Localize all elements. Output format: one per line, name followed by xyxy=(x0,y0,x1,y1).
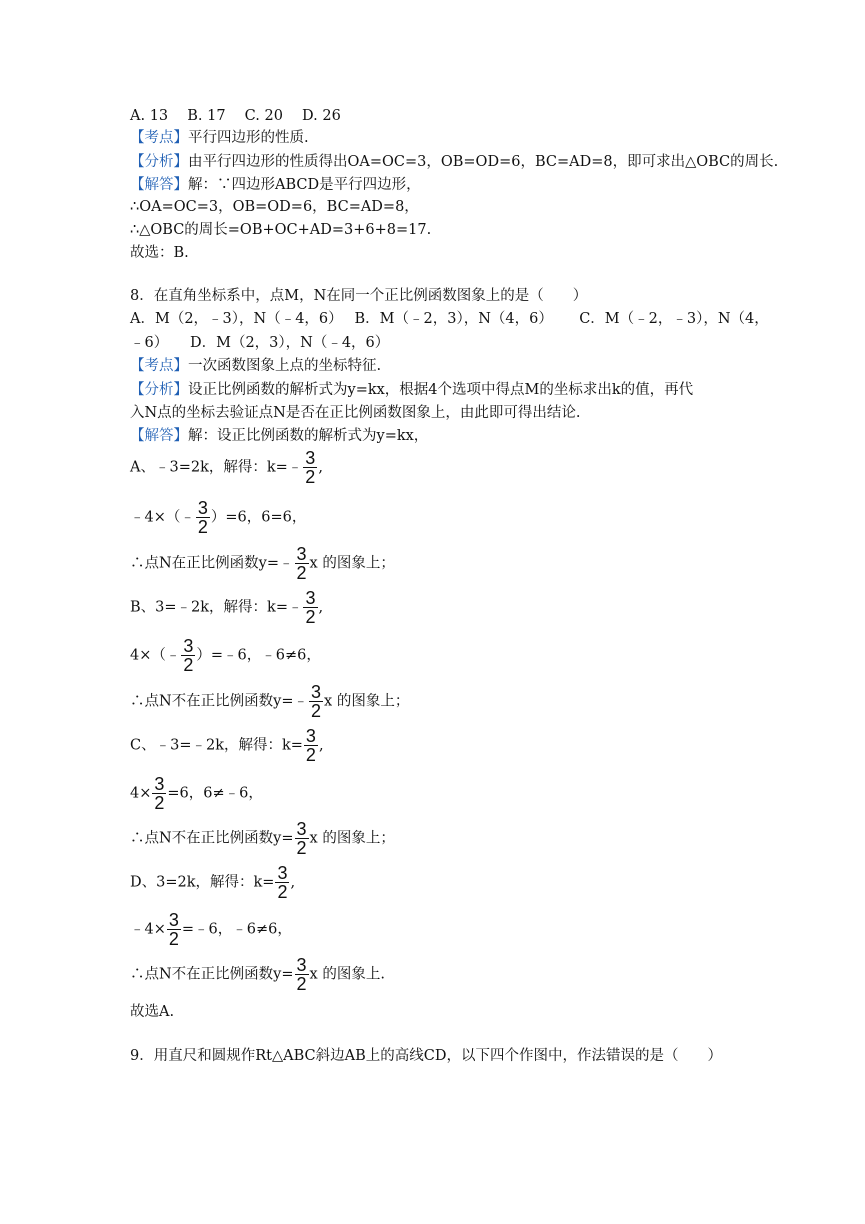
fraction: $\frac{3}{2}$ xyxy=(183,636,194,675)
fraction: $\frac{3}{2}$ xyxy=(168,910,179,949)
q8-a-line3: ∴点N在正比例函数y=﹣ $\frac{3}{2}$ x 的图象上； xyxy=(130,544,395,583)
fenxi-tag: 【分析】 xyxy=(130,382,188,398)
q7-step2: ∴△OBC的周长=OB+OC+AD=3+6+8=17. xyxy=(130,222,432,238)
fenxi-text: 设正比例函数的解析式为y=kx，根据4个选项中得点M的坐标求出k的值，再代 xyxy=(188,382,694,398)
fraction: $\frac{3}{2}$ xyxy=(305,448,316,487)
jieda-tag: 【解答】 xyxy=(130,177,188,193)
q7-kaodian xyxy=(130,128,309,148)
fraction: $\frac{3}{2}$ xyxy=(311,682,322,721)
jieda-tag: 【解答】 xyxy=(130,428,188,444)
q8-kaodian xyxy=(130,356,381,376)
q8-b-line3: ∴点N不在正比例函数y=﹣ $\frac{3}{2}$ x 的图象上； xyxy=(130,682,410,721)
q8-a-line1: A、﹣3=2k，解得：k=﹣ $\frac{3}{2}$ , xyxy=(130,448,323,487)
q8-c-line1: C、﹣3=﹣2k，解得：k= $\frac{3}{2}$ , xyxy=(130,726,324,765)
jieda-text: 解：∵四边形ABCD是平行四边形， xyxy=(188,177,421,193)
q8-a-line2: ﹣4×（﹣ $\frac{3}{2}$ ）=6，6=6， xyxy=(130,498,307,537)
q8-options-line2: ﹣6） D．M（2，3），N（﹣4，6） xyxy=(130,335,390,351)
kaodian-text: 一次函数图象上点的坐标特征. xyxy=(188,358,382,374)
q9-question: 9．用直尺和圆规作Rt△ABC斜边AB上的高线CD，以下四个作图中，作法错误的是（ ） xyxy=(130,1048,722,1064)
fenxi-text: 由平行四边形的性质得出OA=OC=3，OB=OD=6，BC=AD=8，即可求出△OBC的周长. xyxy=(188,154,779,170)
fraction: $\frac{3}{2}$ xyxy=(305,726,316,765)
q7-answer: 故选：B. xyxy=(130,245,189,261)
fraction: $\frac{3}{2}$ xyxy=(197,498,208,537)
q7-options: A. 13 B. 17 C. 20 D. 26 xyxy=(130,108,341,124)
q8-d-line3: ∴点N不在正比例函数y= $\frac{3}{2}$ x 的图象上. xyxy=(130,955,385,994)
q8-options-line1: A．M（2，﹣3），N（﹣4，6） B．M（﹣2，3），N（4，6） C．M（﹣2，﹣3），N（4， xyxy=(130,311,769,327)
fenxi-tag: 【分析】 xyxy=(130,154,188,170)
fraction: $\frac{3}{2}$ xyxy=(305,588,316,627)
fraction: $\frac{3}{2}$ xyxy=(296,544,307,583)
jieda-text: 解：设正比例函数的解析式为y=kx， xyxy=(188,428,429,444)
q8-fenxi-line1 xyxy=(130,380,693,400)
q7-step1: ∴OA=OC=3，OB=OD=6，BC=AD=8， xyxy=(130,199,419,215)
fraction: $\frac{3}{2}$ xyxy=(296,819,307,858)
kaodian-text: 平行四边形的性质. xyxy=(188,130,309,146)
q8-fenxi-line2: 入N点的坐标去验证点N是否在正比例函数图象上，由此即可得出结论. xyxy=(130,405,581,421)
q8-question: 8．在直角坐标系中，点M，N在同一个正比例函数图象上的是（ ） xyxy=(130,288,588,304)
q8-b-line2: 4×（﹣ $\frac{3}{2}$ ）=﹣6，﹣6≠6， xyxy=(130,636,321,675)
q7-fenxi xyxy=(130,152,778,172)
q8-c-line2: 4× $\frac{3}{2}$ =6，6≠﹣6， xyxy=(130,774,263,813)
fraction: $\frac{3}{2}$ xyxy=(154,774,165,813)
q8-d-line2: ﹣4× $\frac{3}{2}$ =﹣6，﹣6≠6， xyxy=(130,910,292,949)
fraction: $\frac{3}{2}$ xyxy=(277,863,288,902)
q8-jieda xyxy=(130,426,428,446)
kaodian-tag: 【考点】 xyxy=(130,130,188,146)
fraction: $\frac{3}{2}$ xyxy=(296,955,307,994)
q8-answer: 故选A. xyxy=(130,1004,175,1020)
kaodian-tag: 【考点】 xyxy=(130,358,188,374)
q8-d-line1: D、3=2k，解得：k= $\frac{3}{2}$ , xyxy=(130,863,296,902)
q8-c-line3: ∴点N不在正比例函数y= $\frac{3}{2}$ x 的图象上； xyxy=(130,819,395,858)
q7-jieda xyxy=(130,175,421,195)
q8-b-line1: B、3=﹣2k，解得：k=﹣ $\frac{3}{2}$ , xyxy=(130,588,324,627)
